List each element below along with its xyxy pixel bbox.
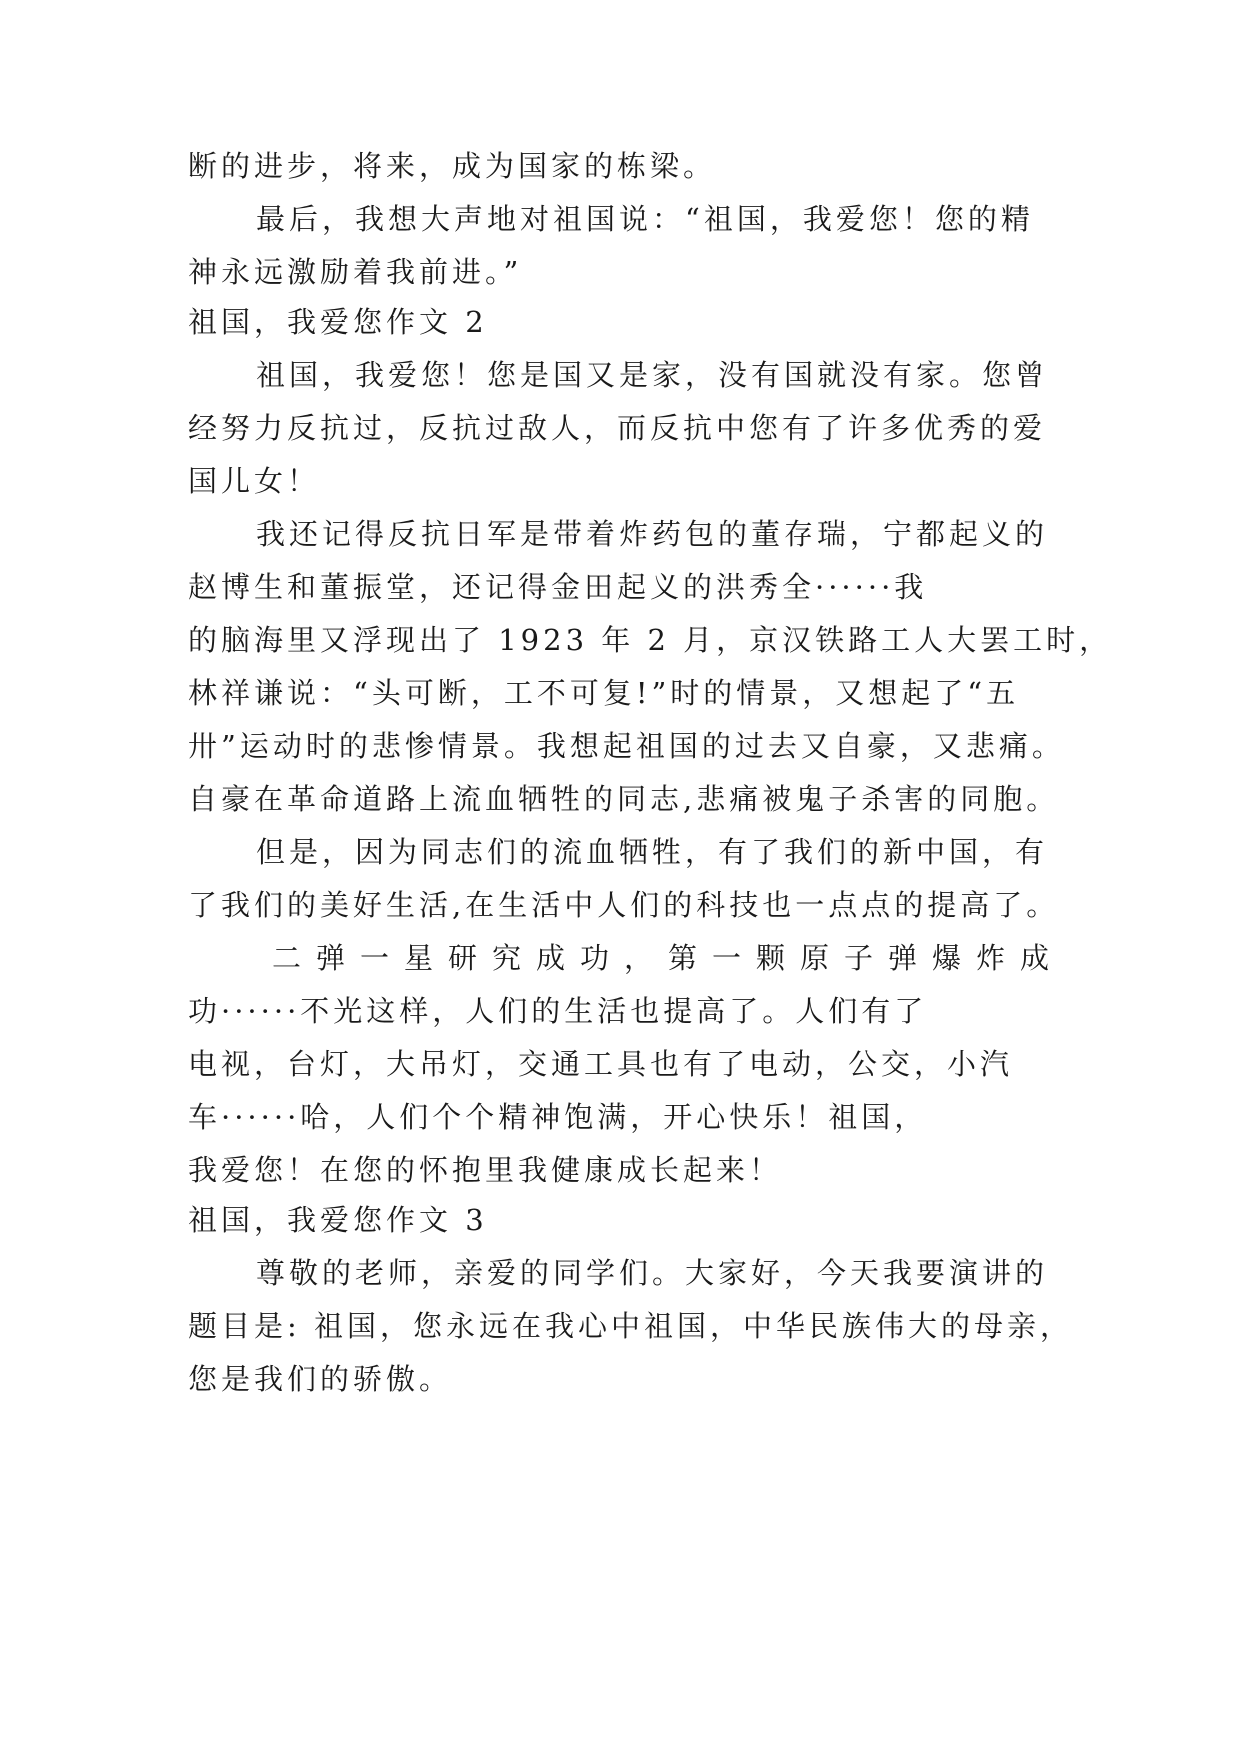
text-line: 卅”运动时的悲惨情景。我想起祖国的过去又自豪，又悲痛。 (188, 729, 1065, 763)
text-line: 但是，因为同志们的流血牺牲，有了我们的新中国，有 (256, 835, 1049, 869)
text-line: 我爱您！在您的怀抱里我健康成长起来！ (188, 1153, 783, 1187)
text-line: 了我们的美好生活,在生活中人们的科技也一点点的提高了。 (188, 888, 1060, 922)
text-line: 经努力反抗过，反抗过敌人，而反抗中您有了许多优秀的爱 (188, 411, 1047, 445)
text-line: 神永远激励着我前进。” (188, 255, 523, 289)
text-line: 最后，我想大声地对祖国说：“祖国，我爱您！您的精 (256, 202, 1034, 236)
text-line: 尊敬的老师，亲爱的同学们。大家好，今天我要演讲的 (256, 1256, 1049, 1290)
text-line: 国儿女！ (188, 464, 321, 498)
text-line: 我还记得反抗日军是带着炸药包的董存瑞，宁都起义的 (256, 517, 1049, 551)
text-line: 题目是: 祖国，您永远在我心中祖国，中华民族伟大的母亲， (188, 1309, 1073, 1343)
section-heading: 祖国，我爱您作文 2 (188, 305, 488, 339)
text-line: 电视，台灯，大吊灯，交通工具也有了电动，公交，小汽 (188, 1047, 1014, 1081)
text-line: 自豪在革命道路上流血牺牲的同志,悲痛被鬼子杀害的同胞。 (188, 782, 1060, 816)
section-heading: 祖国，我爱您作文 3 (188, 1203, 488, 1237)
text-line: 林祥谦说：“头可断，工不可复!”时的情景，又想起了“五 (188, 676, 1020, 710)
text-line: 断的进步，将来，成为国家的栋梁。 (188, 149, 717, 183)
text-line: 赵博生和董振堂，还记得金田起义的洪秀全······我 (188, 570, 928, 604)
text-line: 车······哈，人们个个精神饱满，开心快乐！祖国， (188, 1100, 928, 1134)
text-line: 的脑海里又浮现出了 1923 年 2 月，京汉铁路工人大罢工时， (188, 623, 1113, 657)
text-line: 祖国，我爱您！您是国又是家，没有国就没有家。您曾 (256, 358, 1049, 392)
text-line: 二弹一星研究成功，第一颗原子弹爆炸成 (272, 941, 1065, 975)
text-line: 功······不光这样，人们的生活也提高了。人们有了 (188, 994, 928, 1028)
text-line: 您是我们的骄傲。 (188, 1362, 453, 1396)
